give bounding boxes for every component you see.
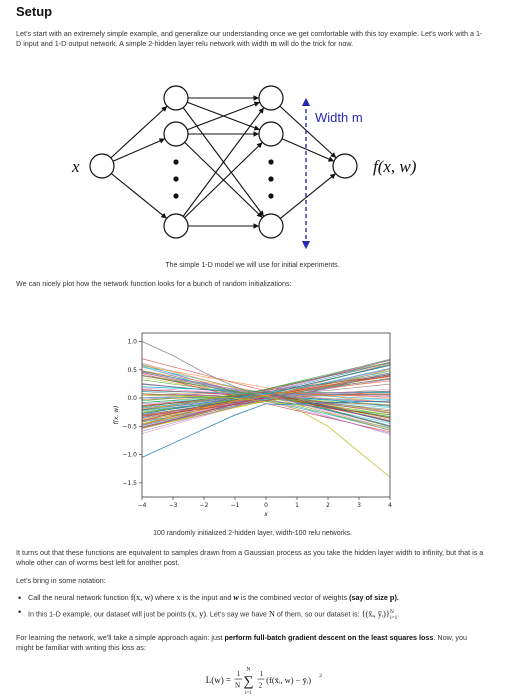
learning-paragraph: For learning the network, we’ll take a simple approach again: just perform full-batch gradient descent on the least squares loss. Now, you might be familiar with writing this loss as:: [16, 633, 467, 653]
x-tick-label: −3: [168, 502, 178, 509]
hidden-node-layer2: [259, 214, 283, 238]
network-diagram: [60, 80, 460, 255]
svg-text:2: 2: [258, 681, 263, 690]
y-tick-label: 1.0: [127, 338, 137, 346]
network-edge: [113, 139, 165, 161]
x-tick-label: −2: [199, 502, 209, 509]
y-tick-label: −0.5: [122, 423, 137, 431]
intro-paragraph: [16, 29, 486, 49]
hidden-node-layer2: [259, 86, 283, 110]
series-group: [142, 342, 390, 478]
x-tick-label: 4: [388, 502, 392, 509]
output-node: [333, 154, 357, 178]
width-variable: m: [270, 39, 277, 49]
x-axis-label: x: [264, 511, 268, 518]
list-item: • In this 1-D example, our dataset will just be points (x, y). Let’s say we have N of them, so our dataset is: {(x̄ᵢ, ȳᵢ)}$^N_{i=1}$.: [28, 607, 498, 623]
svg-text:N: N: [235, 681, 241, 690]
svg-text:1: 1: [236, 670, 241, 679]
hidden-node-layer1: [164, 214, 188, 238]
svg-text:2: 2: [319, 673, 322, 680]
hidden-node-layer1: [164, 122, 188, 146]
diagram-caption: The simple 1-D model we will use for initial experiments.: [165, 262, 340, 269]
svg-text:∑: ∑: [243, 673, 254, 690]
y-tick-label: −1.0: [122, 451, 137, 459]
intro-text-1: Let’s start with an extremely simple example, and generalize our understanding once we get comfortable with this toy example. Let’s work with a 1-D input and 1-D output network. A simple 2-hidden layer relu network with width: [16, 29, 483, 49]
section-heading: Setup: [16, 4, 53, 19]
y-tick-label: −1.5: [122, 479, 137, 487]
x-tick-label: 3: [357, 502, 361, 509]
width-label: Width m: [315, 110, 363, 125]
x-tick-label: −1: [230, 502, 240, 509]
input-node: [90, 154, 114, 178]
network-edge: [111, 174, 166, 219]
x-tick-label: 0: [264, 502, 268, 509]
output-label: f(x, w): [373, 157, 417, 176]
network-edge: [282, 139, 334, 161]
notation-intro: Let’s bring in some notation:: [16, 576, 106, 585]
intro-text-2: will do the trick for now.: [276, 39, 354, 49]
hidden-node-layer1: [164, 86, 188, 110]
svg-text:L(w) =: L(w) =: [205, 674, 231, 685]
y-tick-label: 0.0: [127, 395, 137, 403]
x-tick-label: 1: [295, 502, 299, 509]
svg-text:(f(x̄ᵢ, w) − ȳᵢ): (f(x̄ᵢ, w) − ȳᵢ): [266, 674, 312, 685]
list-item: • Call the neural network function f(x, w) where x is the input and w is the combined vector of weights (say of size p).: [28, 593, 498, 603]
svg-text:i=1: i=1: [244, 690, 252, 697]
gp-paragraph: It turns out that these functions are equivalent to samples drawn from a Gaussian process as you take the hidden layer width to infinity, but that is a whole other can of worms best left for another post.: [16, 548, 484, 568]
hidden-node-layer2: [259, 122, 283, 146]
x-tick-label: 2: [326, 502, 330, 509]
input-label: x: [72, 157, 80, 176]
network-edge: [280, 174, 335, 219]
plot-intro: We can nicely plot how the network function looks for a bunch of random initializations:: [16, 279, 292, 288]
y-axis-label: f(x, w): [113, 405, 120, 425]
notation-list: [16, 593, 498, 627]
svg-text:N: N: [246, 666, 251, 673]
svg-text:1: 1: [259, 670, 264, 679]
x-tick-label: −4: [137, 502, 147, 509]
y-tick-label: 0.5: [127, 366, 137, 374]
loss-formula: [0, 663, 505, 697]
plot-caption: 100 randomly initialized 2-hidden layer, width-100 relu networks.: [153, 530, 352, 537]
random-networks-plot: [110, 325, 400, 520]
